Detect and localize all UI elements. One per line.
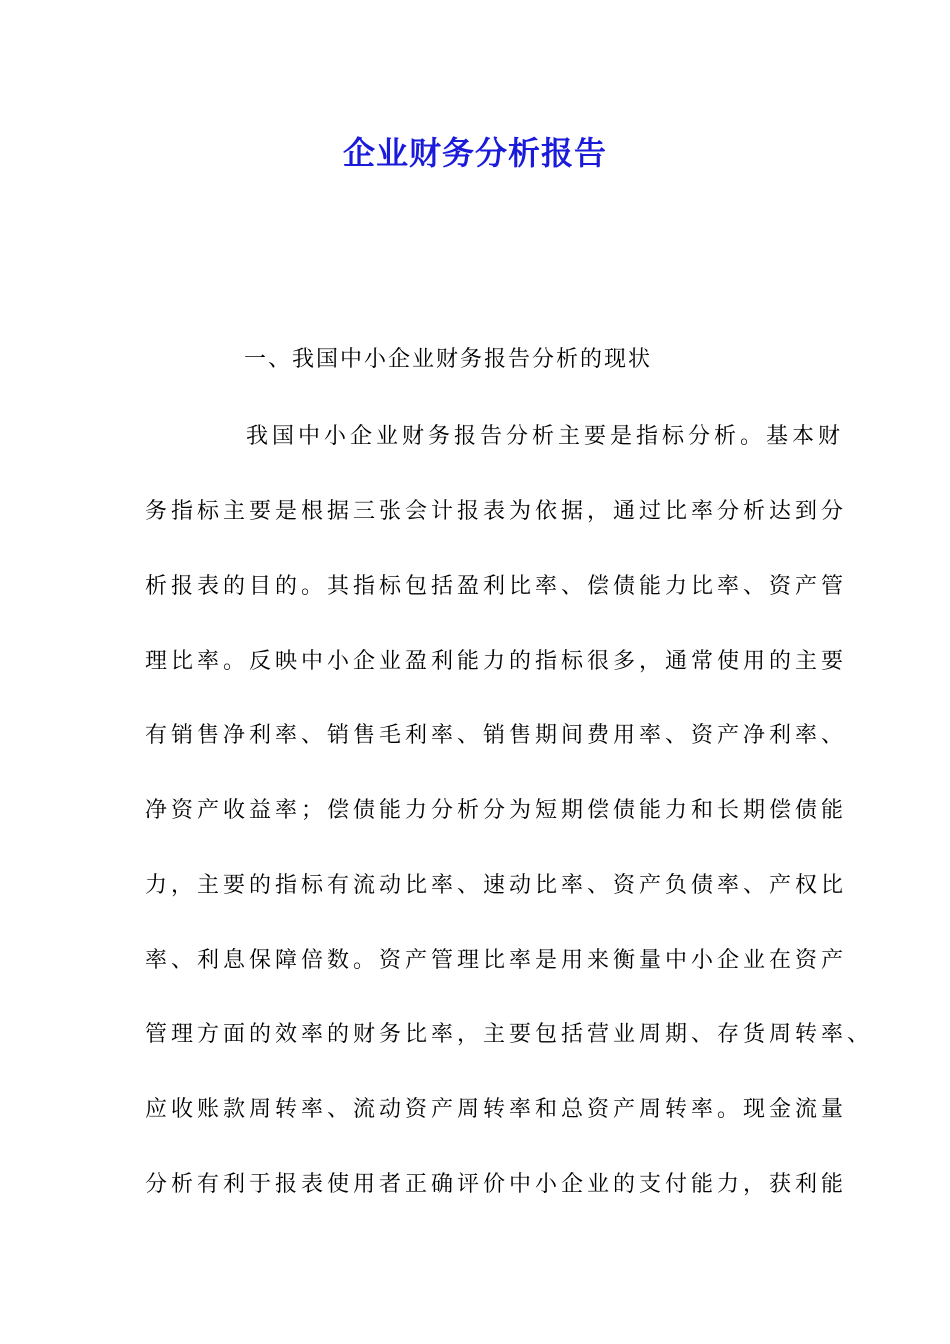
paragraph-line: 管理方面的效率的财务比率，主要包括营业周期、存货周转率、 (145, 1022, 874, 1047)
paragraph-line: 有销售净利率、销售毛利率、销售期间费用率、资产净利率、 (145, 723, 848, 748)
paragraph-line: 析报表的目的。其指标包括盈利比率、偿债能力比率、资产管 (145, 574, 848, 599)
paragraph-line: 净资产收益率；偿债能力分析分为短期偿债能力和长期偿债能 (145, 798, 848, 823)
paragraph-line: 务指标主要是根据三张会计报表为依据，通过比率分析达到分 (145, 499, 848, 524)
paragraph-line: 我国中小企业财务报告分析主要是指标分析。基本财 (246, 424, 845, 449)
paragraph-line: 力，主要的指标有流动比率、速动比率、资产负债率、产权比 (145, 873, 848, 898)
paragraph-line: 分析有利于报表使用者正确评价中小企业的支付能力，获利能 (145, 1172, 848, 1197)
paragraph-line: 应收账款周转率、流动资产周转率和总资产周转率。现金流量 (145, 1097, 848, 1122)
paragraph-line: 理比率。反映中小企业盈利能力的指标很多，通常使用的主要 (145, 649, 848, 674)
section-heading: 一、我国中小企业财务报告分析的现状 (244, 347, 653, 372)
paragraph-line: 率、利息保障倍数。资产管理比率是用来衡量中小企业在资产 (145, 948, 848, 973)
document-title: 企业财务分析报告 (342, 134, 607, 172)
